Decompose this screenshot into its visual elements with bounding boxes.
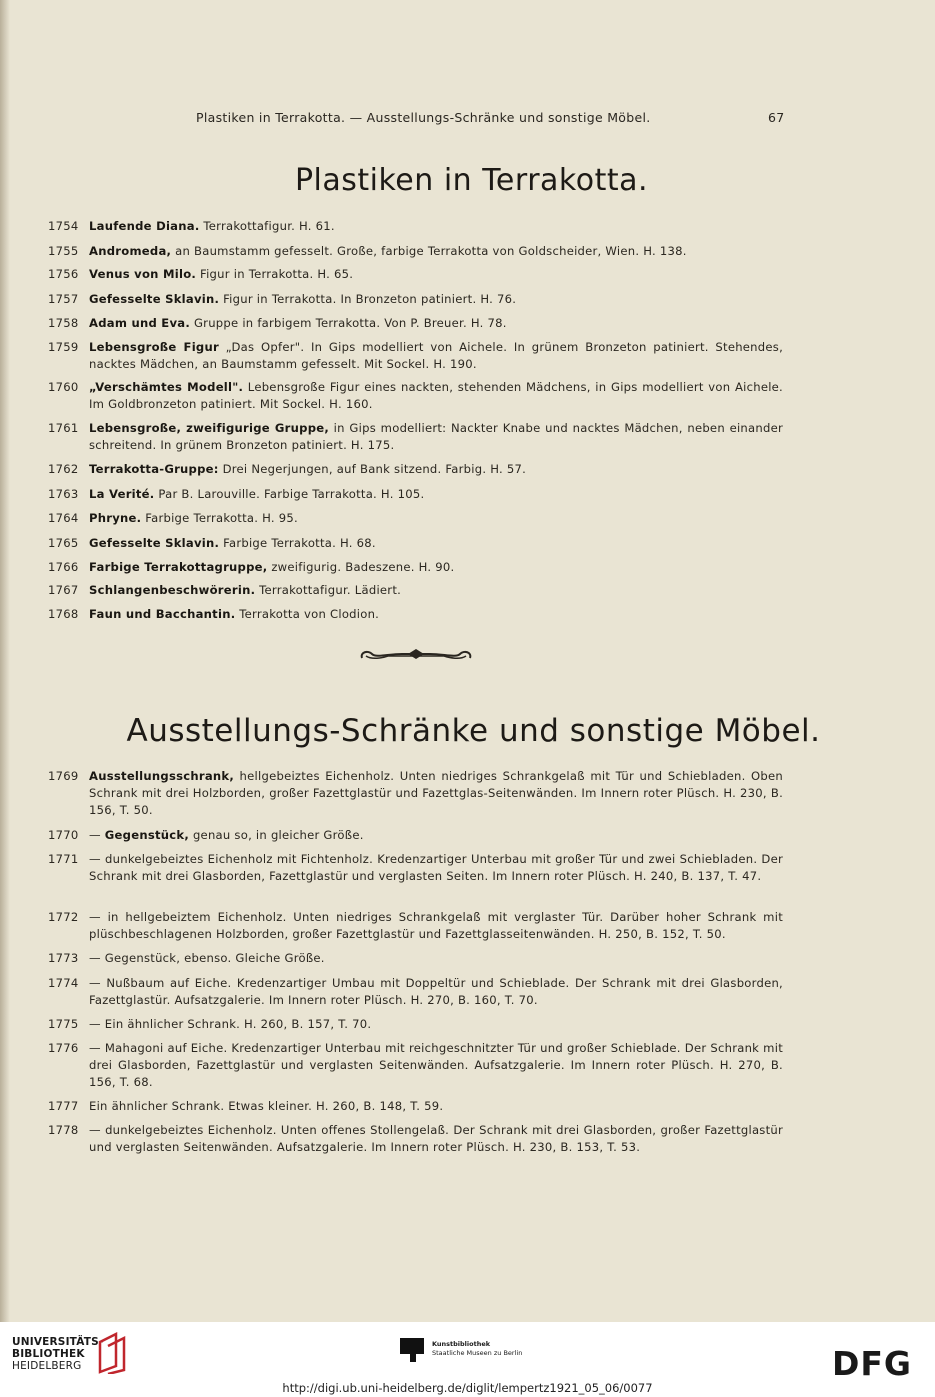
entry-number: 1777 — [48, 1099, 79, 1113]
entry-text — [89, 266, 783, 283]
entry-text — [89, 315, 783, 332]
entry-number: 1762 — [48, 462, 79, 476]
entry-description: in Gips modelliert: Nackter Knabe und nacktes Mädchen, neben einander schreitend. In grünem Bronzeton patiniert. H. 175. — [89, 421, 783, 452]
entry-number: 1754 — [48, 219, 79, 233]
entry-title: Farbige Terrakottagruppe, — [89, 560, 268, 574]
entry-text — [89, 582, 783, 599]
entry-number: 1770 — [48, 828, 79, 842]
entry-title: „Verschämtes Modell". — [89, 380, 244, 394]
entry-dash: — — [89, 828, 105, 842]
entry-description: — Mahagoni auf Eiche. Kredenzartiger Unterbau mit reichgeschnitzter Tür und großer Schieblade. Der Schrank mit drei Glasborden, Fazettglastür und verglasten Seitenwänden. Aufsatzgalerie. Im Innern roter Plüsch. H. 270, B. 156, T. 68. — [89, 1041, 783, 1089]
entry-title: Gegenstück, — [104, 828, 190, 842]
entry-number: 1769 — [48, 769, 79, 783]
entry-text — [89, 950, 783, 967]
entry-description: — Nußbaum auf Eiche. Kredenzartiger Umbau mit Doppeltür und Schieblade. Der Schrank mit drei Glasborden, Fazettglastür. Aufsatzgalerie. Im Innern roter Plüsch. H. 270, B. 160, T. 70. — [89, 976, 783, 1007]
entry-number: 1767 — [48, 583, 79, 597]
entry-number: 1768 — [48, 607, 79, 621]
entry-number: 1755 — [48, 244, 79, 258]
entry-number: 1766 — [48, 560, 79, 574]
entry-text — [89, 975, 783, 1009]
entry-description: — in hellgebeiztem Eichenholz. Unten niedriges Schrankgelaß mit verglaster Tür. Darüber hoher Schrank mit plüschbeschlagenen Holzborden, großer Fazettglastür und Fazettglasseitenwänden. H. 250, B. 152, T. 50. — [89, 910, 783, 941]
entry-number: 1774 — [48, 976, 79, 990]
entry-description: Terrakottafigur. Lädiert. — [255, 583, 402, 597]
entry-title: Faun und Bacchantin. — [89, 607, 236, 621]
entry-description: Figur in Terrakotta. H. 65. — [196, 267, 354, 281]
entry-text — [89, 606, 783, 623]
entry-number: 1760 — [48, 380, 79, 394]
entry-text — [89, 510, 783, 527]
entry-title: Ausstellungsschrank, — [89, 769, 235, 783]
entry-text — [89, 1122, 783, 1156]
entry-text — [89, 535, 783, 552]
entry-number: 1775 — [48, 1017, 79, 1031]
entry-text — [89, 851, 783, 885]
entry-title: La Verité. — [89, 487, 155, 501]
entry-number: 1778 — [48, 1123, 79, 1137]
entry-description: hellgebeiztes Eichenholz. Unten niedriges Schrankgelaß mit Tür und Schiebladen. Oben Schrank mit drei Holzborden, großer Fazettglastür und Fazettglas-Seitenwänden. Im Innern roter Plüsch. H. 230, B. 156, T. 50. — [89, 769, 783, 817]
entry-text — [89, 339, 783, 373]
entry-description: Figur in Terrakotta. In Bronzeton patiniert. H. 76. — [219, 292, 517, 306]
entry-description: — Gegenstück, ebenso. Gleiche Größe. — [89, 951, 325, 965]
entry-text — [89, 1040, 783, 1091]
entry-title: Lebensgroße, zweifigurige Gruppe, — [89, 421, 330, 435]
entry-text — [89, 768, 783, 819]
ub-mark-icon — [98, 1332, 128, 1374]
entry-description: Lebensgroße Figur eines nackten, stehenden Mädchens, in Gips modelliert von Aichele. Im Goldbronzeton patiniert. Mit Sockel. H. 160. — [89, 380, 783, 411]
entry-title: Venus von Milo. — [89, 267, 197, 281]
entry-description: genau so, in gleicher Größe. — [189, 828, 364, 842]
entry-text — [89, 827, 783, 844]
entry-number: 1773 — [48, 951, 79, 965]
entry-title: Gefesselte Sklavin. — [89, 536, 220, 550]
entry-title: Lebensgroße Figur — [89, 340, 219, 354]
entry-description: Par B. Larouville. Farbige Tarrakotta. H. 105. — [154, 487, 425, 501]
entry-number: 1761 — [48, 421, 79, 435]
entry-number: 1763 — [48, 487, 79, 501]
entry-title: Schlangenbeschwörerin. — [89, 583, 256, 597]
entry-number: 1771 — [48, 852, 79, 866]
permalink-url[interactable]: http://digi.ub.uni-heidelberg.de/diglit/lempertz1921_05_06/0077 — [282, 1381, 653, 1395]
running-title: Plastiken in Terrakotta. — Ausstellungs-Schränke und sonstige Möbel. — [196, 110, 651, 125]
entry-text — [89, 243, 783, 260]
entry-description: zweifigurig. Badeszene. H. 90. — [267, 560, 455, 574]
library-name-line2: BIBLIOTHEK — [12, 1348, 85, 1360]
entry-description: Terrakotta von Clodion. — [235, 607, 380, 621]
entry-number: 1772 — [48, 910, 79, 924]
page-number: 67 — [768, 110, 785, 125]
entry-description: Drei Negerjungen, auf Bank sitzend. Farbig. H. 57. — [218, 462, 527, 476]
entry-description: Ein ähnlicher Schrank. Etwas kleiner. H. 260, B. 148, T. 59. — [89, 1099, 444, 1113]
entry-title: Adam und Eva. — [89, 316, 191, 330]
entry-text — [89, 1016, 783, 1033]
entry-title: Phryne. — [89, 511, 142, 525]
entry-number: 1757 — [48, 292, 79, 306]
entry-text — [89, 909, 783, 943]
entry-description: Farbige Terrakotta. H. 95. — [141, 511, 298, 525]
entry-description: — Ein ähnlicher Schrank. H. 260, B. 157, T. 70. — [89, 1017, 372, 1031]
entry-text — [89, 218, 783, 235]
entry-text — [89, 291, 783, 308]
entry-title: Gefesselte Sklavin. — [89, 292, 220, 306]
entry-text — [89, 379, 783, 413]
entry-number: 1776 — [48, 1041, 79, 1055]
entry-text — [89, 486, 783, 503]
entry-title: Andromeda, — [89, 244, 172, 258]
ornament-divider-icon — [358, 644, 474, 664]
entry-title: Terrakotta-Gruppe: — [89, 462, 219, 476]
footer — [0, 1322, 935, 1397]
entry-description: Farbige Terrakotta. H. 68. — [219, 536, 376, 550]
entry-description: — dunkelgebeiztes Eichenholz. Unten offenes Stollengelaß. Der Schrank mit drei Glasborden, großer Fazettglastür und verglasten Seitenwänden. Aufsatzgalerie. Im Innern roter Plüsch. H. 230, B. 153, T. 53. — [89, 1123, 783, 1154]
kunstbibliothek-logo-icon — [398, 1336, 426, 1364]
section-title-moebel: Ausstellungs-Schränke und sonstige Möbel. — [126, 713, 821, 749]
kb-line1: Kunstbibliothek — [432, 1340, 491, 1348]
kunstbibliothek-label — [432, 1340, 522, 1358]
entry-text — [89, 461, 783, 478]
entry-number: 1765 — [48, 536, 79, 550]
kb-line2: Staatliche Museen zu Berlin — [432, 1349, 523, 1357]
entry-number: 1756 — [48, 267, 79, 281]
entry-text — [89, 420, 783, 454]
entry-description: — dunkelgebeiztes Eichenholz mit Fichtenholz. Kredenzartiger Unterbau mit großer Tür und zwei Schiebladen. Der Schrank mit drei Glasborden, Fazettglastür und verglasten Seiten. Im Innern roter Plüsch. H. 240, B. 137, T. 47. — [89, 852, 783, 883]
entry-text — [89, 1098, 783, 1115]
library-name-line1: UNIVERSITÄTS- — [12, 1336, 104, 1348]
entry-number: 1764 — [48, 511, 79, 525]
ub-heidelberg-logo[interactable] — [12, 1336, 103, 1372]
entry-description: an Baumstamm gefesselt. Große, farbige Terrakotta von Goldscheider, Wien. H. 138. — [171, 244, 687, 258]
library-name-line3: HEIDELBERG — [12, 1360, 82, 1372]
entry-number: 1759 — [48, 340, 79, 354]
entry-description: Terrakottafigur. H. 61. — [199, 219, 335, 233]
entry-text — [89, 559, 783, 576]
entry-title: Laufende Diana. — [89, 219, 200, 233]
section-title-terrakotta: Plastiken in Terrakotta. — [294, 163, 649, 198]
entry-description: Gruppe in farbigem Terrakotta. Von P. Breuer. H. 78. — [190, 316, 507, 330]
entry-description: „Das Opfer". In Gips modelliert von Aichele. In grünem Bronzeton patiniert. Stehendes, nacktes Mädchen, an Baumstamm gefesselt. Mit Sockel. H. 190. — [89, 340, 784, 371]
dfg-logo: DFG — [832, 1344, 913, 1383]
entry-number: 1758 — [48, 316, 79, 330]
